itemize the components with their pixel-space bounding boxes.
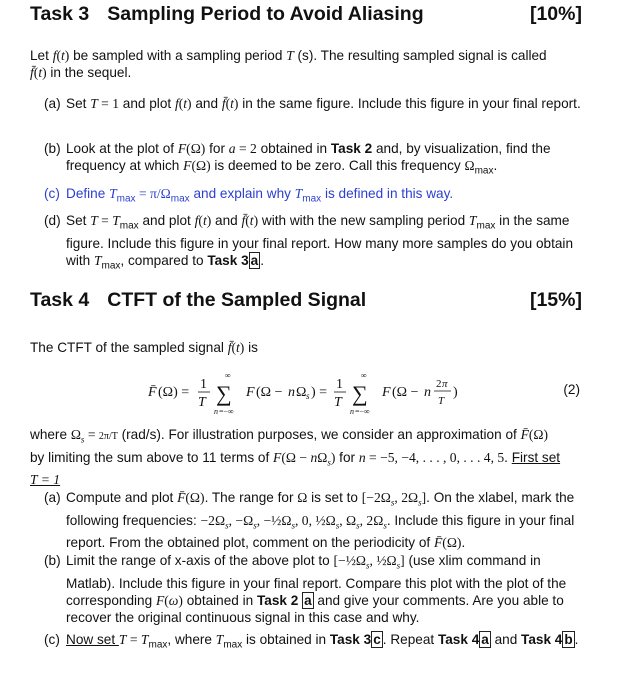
svg-text:F: F (246, 385, 255, 400)
svg-text:): ) (453, 385, 458, 400)
task4-ref-b: b (564, 632, 573, 647)
task3-intro: Let f(t) be sampled with a sampling period T (s). The resulting sampled signal is called f̄(t) in the sequel. (30, 48, 547, 80)
svg-text:∑: ∑ (216, 381, 232, 406)
task4-weight: [15%] (529, 289, 582, 311)
task3-ref-a: a (250, 252, 259, 268)
task4-where-text: where $\Omega_s = 2\pi/T$ (rad/s). For illustration purposes, we consider an approximation of F̄(Ω) by limiting the sum above to 11 terms of $F(\Omega - n\Omega_s)$ for n = −5, −4, . . . , 0, . . . 4, 5. First set T = 1 (30, 427, 561, 488)
svg-text:1: 1 (336, 377, 343, 392)
task4-intro: The CTFT of the sampled signal f̄(t) is (30, 340, 258, 355)
svg-text:2: 2 (436, 378, 442, 390)
svg-text:π: π (442, 378, 448, 390)
task4-header (30, 289, 582, 311)
task3-weight: [10%] (529, 3, 582, 25)
task4-item-c: (c) Now set $T = T_{max}$, where $T_{max}$ is obtained in Task 3 c . Repeat Task 4 a and Task 4 b . (44, 632, 579, 651)
svg-text:s: s (306, 391, 310, 401)
svg-text:Ω: Ω (296, 385, 307, 400)
svg-text:F: F (382, 385, 391, 400)
svg-text:1: 1 (200, 377, 207, 392)
equation-number: (2) (563, 382, 580, 397)
task3-item-b: (b) Look at the plot of F(Ω) for a = 2 obtained in Task 2 and, by visualization, find the frequency at which F(Ω) is deemed to be zero. Call this frequency $\Omega_{max}$. (44, 141, 551, 177)
task3-item-d: (d) Set $T = T_{max}$ and plot f(t) and f̄(t) with with the new sampling period $T_{max}$ in the same figure. Include this figure in your final report. How many more samples do you obtain with $T_{max}$, compared to Task 3 a . (44, 213, 573, 272)
task3-ref-c: c (373, 632, 381, 647)
task4-title (30, 289, 367, 311)
svg-text:n: n (214, 407, 218, 416)
svg-text:n: n (350, 407, 354, 416)
task3-item-a: (a) Set T = 1 and plot f(t) and f̄(t) in the same figure. Include this figure in your final report. (44, 96, 581, 111)
task4-number: Task 4 (30, 289, 90, 311)
svg-text:F̄: F̄ (148, 385, 157, 400)
task3-item-c: (c) Define $T_{max} = \pi/\Omega_{max}$ and explain why $T_{max}$ is defined in this way. (44, 186, 454, 205)
task4-item-a: (a) Compute and plot F̄(Ω). The range for Ω is set to [$-2\Omega_s$, $2\Omega_s$]. On the xlabel, mark the following frequencies: $-2\Omega_s$, $-\Omega_s$, $-\frac{1}{2}\Omega_s$, 0, $\frac{1}{2}\Omega_s$, $\Omega_s$, $2\Omega_s$. Include this figure in your final report. From the obtained plot, comment on the periodicity of F̄(Ω). (44, 490, 575, 551)
svg-text:∞: ∞ (361, 371, 367, 380)
svg-text:(Ω −: (Ω − (256, 385, 283, 400)
svg-text:(Ω −: (Ω − (392, 385, 419, 400)
svg-text:(Ω) =: (Ω) = (158, 385, 190, 400)
task3-title (30, 3, 424, 25)
svg-text:n: n (288, 385, 295, 400)
svg-text:=−∞: =−∞ (219, 407, 234, 416)
task3-header (30, 3, 582, 25)
svg-text:T: T (198, 395, 206, 410)
svg-text:T: T (334, 395, 342, 410)
task4-item-b: (b) Limit the range of x-axis of the above plot to [$-\frac{1}{2}\Omega_s$, $\frac{1}{2}\Omega_s$] (use xlim command in Matlab). Include this figure in your final report. Compare this plot with the plot of the corresponding F(ω) obtained in Task 2 a and give your comments. Are you able to recover the original continuous signal in this case and why. (44, 553, 567, 625)
ctft-equation (148, 366, 558, 422)
task3-number: Task 3 (30, 3, 90, 25)
task4-title-text: CTFT of the Sampled Signal (107, 289, 367, 311)
task4-ref-a: a (481, 632, 489, 647)
svg-text:∞: ∞ (225, 371, 231, 380)
svg-text:n: n (424, 385, 431, 400)
svg-text:T: T (438, 395, 445, 407)
task2-ref-a: a (304, 592, 312, 608)
svg-text:∑: ∑ (352, 381, 368, 406)
svg-text:) =: ) = (311, 385, 328, 400)
task3-title-text: Sampling Period to Avoid Aliasing (107, 3, 424, 25)
svg-text:=−∞: =−∞ (355, 407, 370, 416)
